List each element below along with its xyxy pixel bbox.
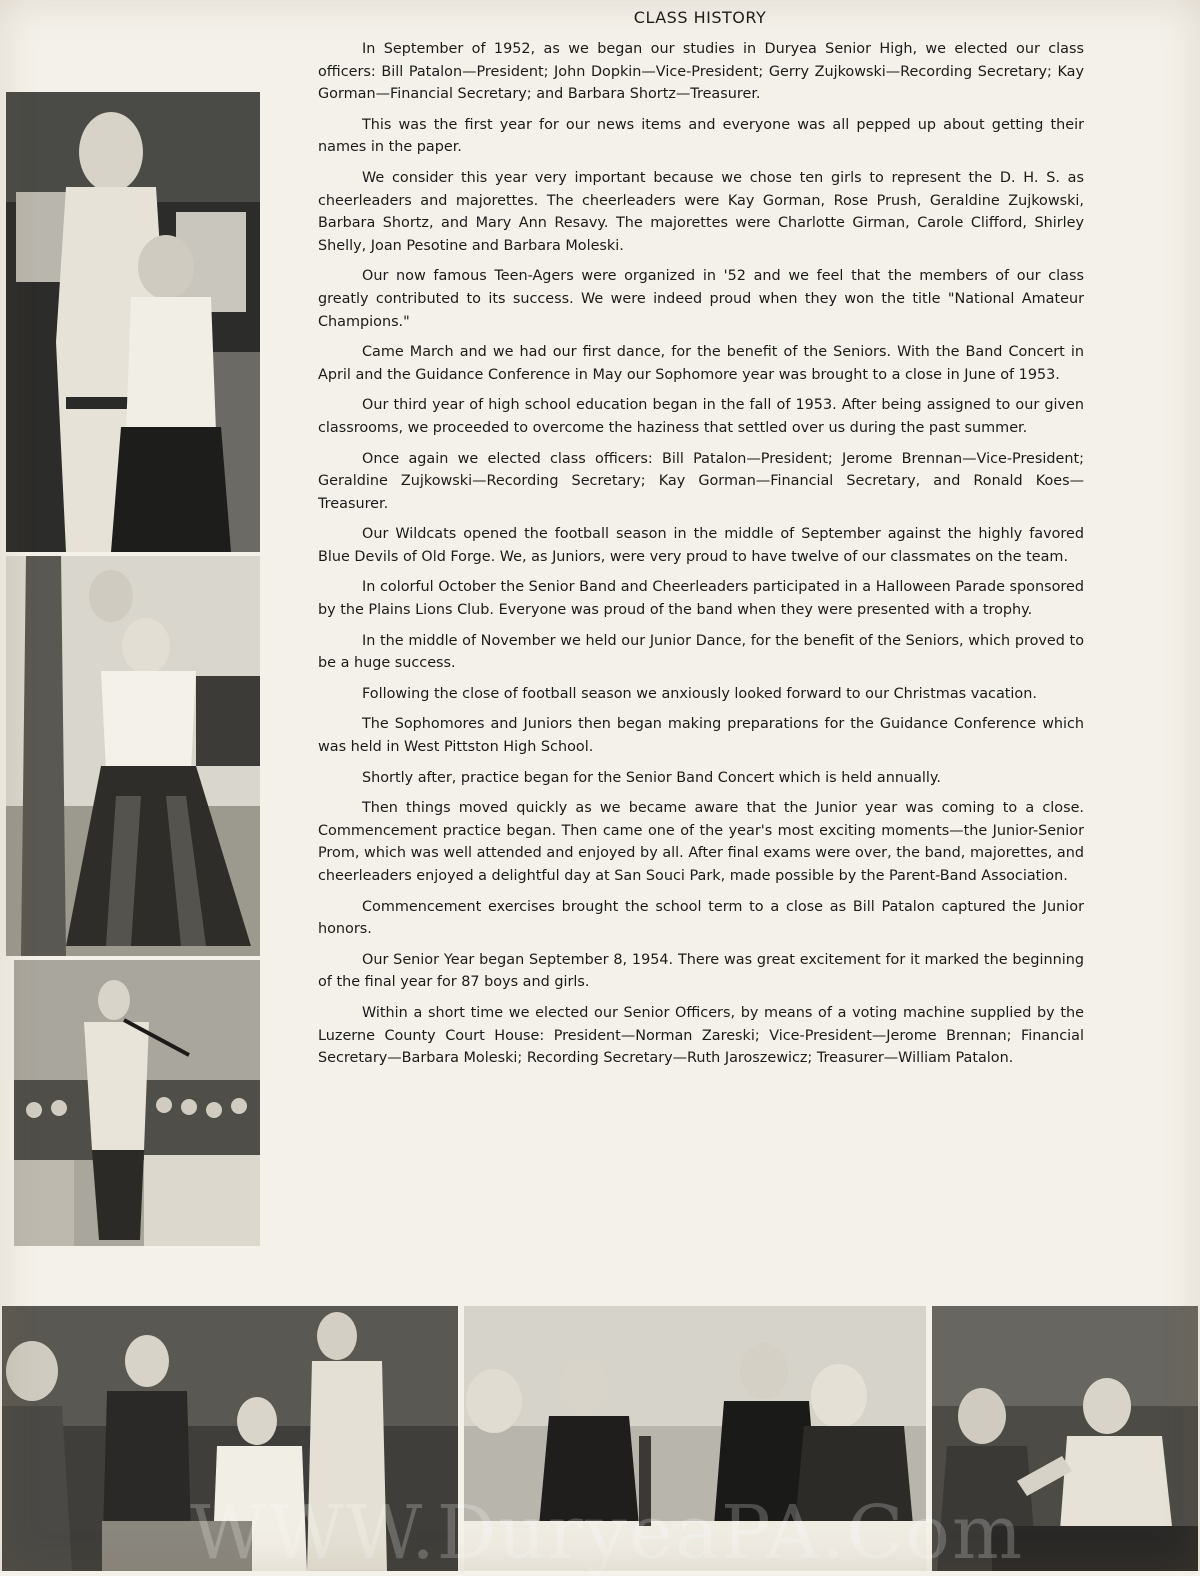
paragraph: Came March and we had our first dance, for the benefit of the Seniors. With the Band Concert in April and the Guidance Conference in May our Sophomore year was brought to a close in June of 1953. xyxy=(318,344,1084,383)
paragraph: Following the close of football season we anxiously looked forward to our Christmas vacation. xyxy=(362,685,1037,702)
photo-couple-outdoors xyxy=(6,556,260,956)
photo-arm-wrestling xyxy=(932,1306,1198,1571)
paragraph: Our Wildcats opened the football season in the middle of September against the highly favored Blue Devils of Old Forge. We, as Juniors, were very proud to have twelve of our classmates on the team. xyxy=(318,526,1084,565)
paragraph: Our Senior Year began September 8, 1954. There was great excitement for it marked the beginning of the final year for 87 boys and girls. xyxy=(318,951,1084,991)
page-title: CLASS HISTORY xyxy=(633,8,767,27)
photo-couples-dinner xyxy=(464,1306,926,1571)
class-history-text xyxy=(318,38,1084,1078)
paragraph: This was the first year for our news items and everyone was all pepped up about getting their names in the paper. xyxy=(318,116,1084,156)
photo-violinist-stage xyxy=(14,960,260,1246)
paragraph: Shortly after, practice began for the Senior Band Concert which is held annually. xyxy=(362,769,941,786)
paragraph: In colorful October the Senior Band and Cheerleaders participated in a Halloween Parade sponsored by the Plains Lions Club. Everyone was proud of the band when they were presented with a trophy. xyxy=(318,579,1084,619)
paragraph: In September of 1952, as we began our studies in Duryea Senior High, we elected our class officers: Bill Patalon—President; John Dopkin—Vice-President; Gerry Zujkowski—Recording Secretary; Kay Gorman—Financial Secretary; and Barbara Shortz—Treasurer. xyxy=(318,41,1084,103)
paragraph: In the middle of November we held our Junior Dance, for the benefit of the Seniors, which proved to be a huge success. xyxy=(318,632,1084,672)
paragraph: Then things moved quickly as we became aware that the Junior year was coming to a close. Commencement practice began. Then came one of the year's most exciting moments—the Junior-Senior Prom, which was well attended and enjoyed by all. After final exams were over, the band, majorettes, and cheerleaders enjoyed a delightful day at San Souci Park, made possible by the Parent-Band Association. xyxy=(318,800,1084,884)
paragraph: Our now famous Teen-Agers were organized in '52 and we feel that the members of our class greatly contributed to its success. We were indeed proud when they won the title "National Amateur Champions." xyxy=(318,268,1084,330)
paragraph: The Sophomores and Juniors then began making preparations for the Guidance Conference which was held in West Pittston High School. xyxy=(318,716,1084,756)
paragraph: Once again we elected class officers: Bill Patalon—President; Jerome Brennan—Vice-President; Geraldine Zujkowski—Recording Secretary; Kay Gorman—Financial Secretary, and Ronald Koes—Treasurer. xyxy=(318,450,1084,512)
photo-couple-classroom xyxy=(6,92,260,552)
photo-boys-classroom xyxy=(2,1306,458,1571)
watermark: WWW.DuryeaPA.Com xyxy=(190,1490,1025,1576)
paragraph: Our third year of high school education began in the fall of 1953. After being assigned to our given classrooms, we proceeded to overcome the haziness that settled over us during the past summer. xyxy=(318,397,1084,436)
paragraph: Commencement exercises brought the school term to a close as Bill Patalon captured the Junior honors. xyxy=(318,898,1084,938)
paragraph: We consider this year very important because we chose ten girls to represent the D. H. S. as cheerleaders and majorettes. The cheerleaders were Kay Gorman, Rose Prush, Geraldine Zujkowski, Barbara Shortz, and Mary Ann Resavy. The majorettes were Charlotte Girman, Carole Clifford, Shirley Shelly, Joan Pesotine and Barbara Moleski. xyxy=(318,169,1084,254)
paragraph: Within a short time we elected our Senior Officers, by means of a voting machine supplied by the Luzerne County Court House: President—Norman Zareski; Vice-President—Jerome Brennan; Financial Secretary—Barbara Moleski; Recording Secretary—Ruth Jaroszewicz; Treasurer—William Patalon. xyxy=(318,1004,1084,1067)
